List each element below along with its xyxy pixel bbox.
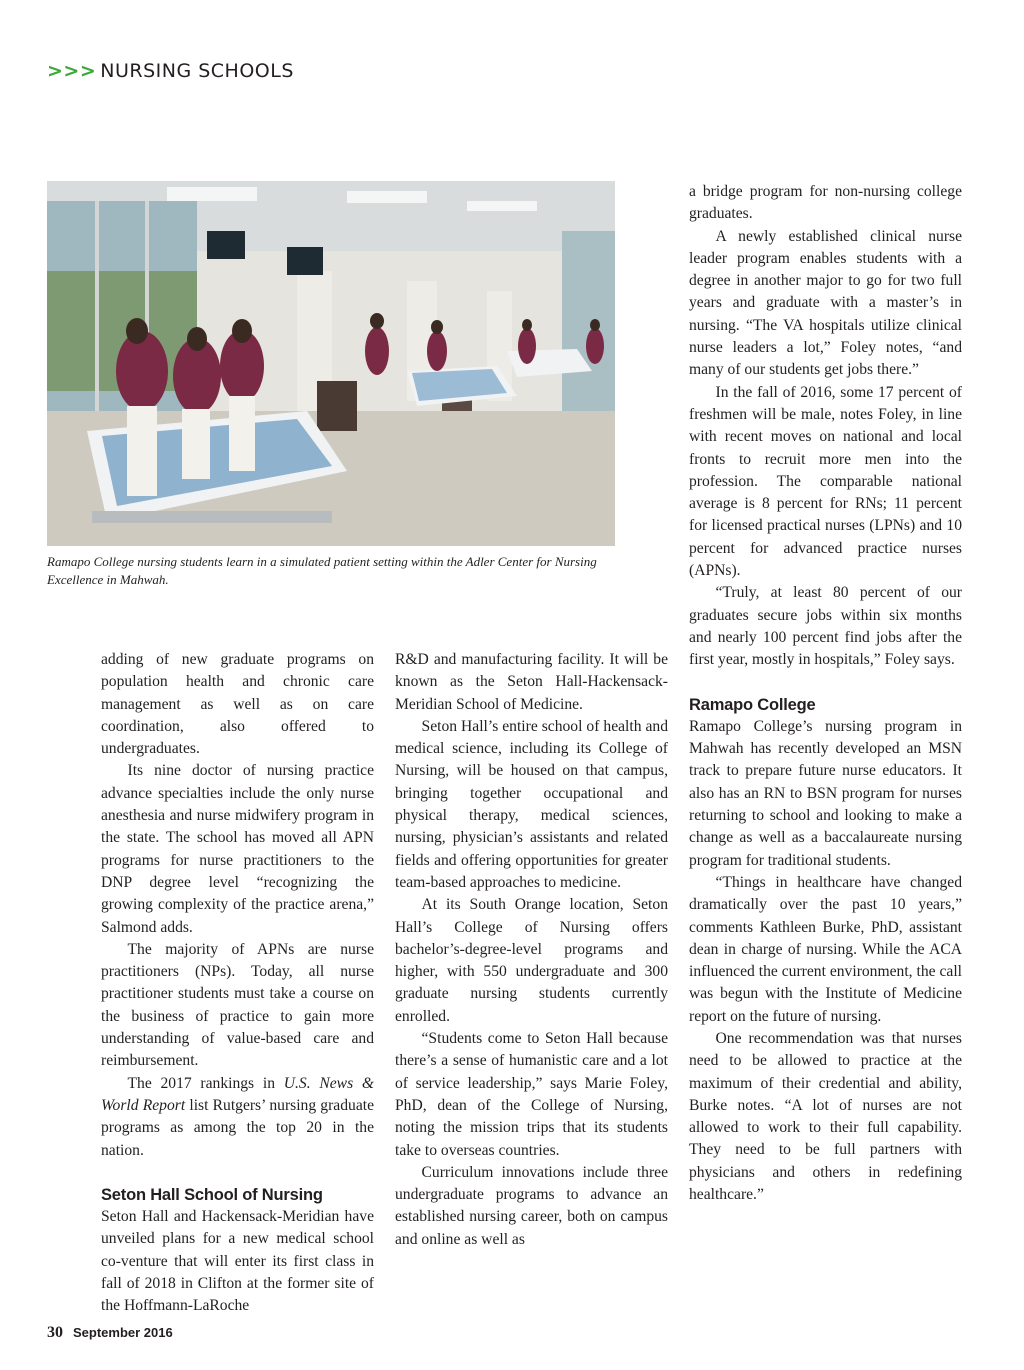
classroom-photo [47,181,615,546]
paragraph: adding of new graduate programs on population health and chronic care management as well as on care coordination, also offered to undergraduates. [101,651,374,758]
paragraph: Its nine doctor of nursing practice advance specialties include the only nurse anesthesia and nurse midwifery program in the state. The school has moved all APN programs for nurse practitioners to the DNP degree level “recognizing the growing complexity of the practice arena,” Salmond adds. [101,762,374,936]
subheading-ramapo: Ramapo College [689,695,816,714]
paragraph: “Truly, at least 80 percent of our graduates secure jobs within six months and nearly 100 percent find jobs after the first year, mostly in hospitals,” Foley says. [689,584,962,669]
paragraph: Seton Hall’s entire school of health and medical science, including its College of Nursing, will be housed on that campus, bringing together occupational and physical therapy, medical sciences, nursing, physician’s assistants and related fields and offering opportunities for greater team-based approaches to medicine. [395,717,668,891]
column-2 [395,649,668,1251]
paragraph: At its South Orange location, Seton Hall’s College of Nursing offers bachelor’s-degree-level programs and higher, with 550 undergraduate and 300 graduate nursing students currently enrolled. [395,896,668,1025]
paragraph: “Students come to Seton Hall because there’s a sense of humanistic care and a lot of service leadership,” says Marie Foley, PhD, dean of the College of Nursing, noting the mission trips that its students take to overseas countries. [395,1030,668,1159]
photo-caption: Ramapo College nursing students learn in a simulated patient setting within the Adler Center for Nursing Excellence in Mahwah. [47,554,597,587]
paragraph [101,1073,374,1162]
paragraph: The majority of APNs are nurse practitioners (NPs). Today, all nurse practitioner students must take a course on the business of practice to gain more understanding of value-based care and reimbursement. [101,940,374,1070]
column-1 [101,649,374,1318]
text-span: The 2017 rankings in [127,1074,284,1092]
paragraph: A newly established clinical nurse leader program enables students with a degree in another major to go for two full years and graduate with a master’s in nursing. “The VA hospitals utilize clinical nurse leaders a lot,” Foley notes, “and many of our students get jobs there.” [689,227,962,379]
paragraph: a bridge program for non-nursing college graduates. [689,183,962,223]
section-title: NURSING SCHOOLS [100,60,294,82]
paragraph: One recommendation was that nurses need to be allowed to practice at the maximum of their credential and ability, Burke notes. “A lot of nurses are not allowed to work to their full capability. They need to be full partners with physicians and others in redefining healthcare.” [689,1029,962,1204]
subheading-seton-hall: Seton Hall School of Nursing [101,1185,323,1204]
paragraph: Ramapo College’s nursing program in Mahwah has recently developed an MSN track to prepare future nurse educators. It also has an RN to BSN program for nurses returning to school and looking to make a change as well as a baccalaureate nursing program for traditional students. [689,717,962,869]
section-header [47,60,294,82]
paragraph: Curriculum innovations include three undergraduate programs to advance an established nursing career, both on campus and online as well as [395,1163,668,1248]
paragraph: In the fall of 2016, some 17 percent of freshmen will be male, notes Foley, in line with recent moves on national and local fronts to recruit more men into the profession. The comparable national average is 8 percent for RNs; 11 percent for licensed practical nurses (LPNs) and 10 percent for advanced practice nurses (APNs). [689,383,962,580]
page-number: 30 [47,1324,63,1341]
section-arrows: >>> [47,60,97,82]
page-footer [47,1324,173,1342]
issue-date: September 2016 [73,1325,173,1340]
publication-name: U.S. News & World Report [101,1074,375,1114]
paragraph: “Things in healthcare have changed dramatically over the past 10 years,” comments Kathleen Burke, PhD, assistant dean in charge of nursing. While the ACA influenced the current environment, the call was begun with the Institute of Medicine report on the future of nursing. [689,873,962,1025]
text-span: list Rutgers’ nursing graduate programs as among the top 20 in the nation. [101,1096,374,1159]
column-3 [689,181,962,1206]
paragraph: R&D and manufacturing facility. It will be known as the Seton Hall-Hackensack-Meridian School of Medicine. [395,651,668,713]
paragraph: Seton Hall and Hackensack-Meridian have unveiled plans for a new medical school co-venture that will enter its first class in fall of 2018 in Clifton at the former site of the Hoffmann-LaRoche [101,1208,374,1315]
